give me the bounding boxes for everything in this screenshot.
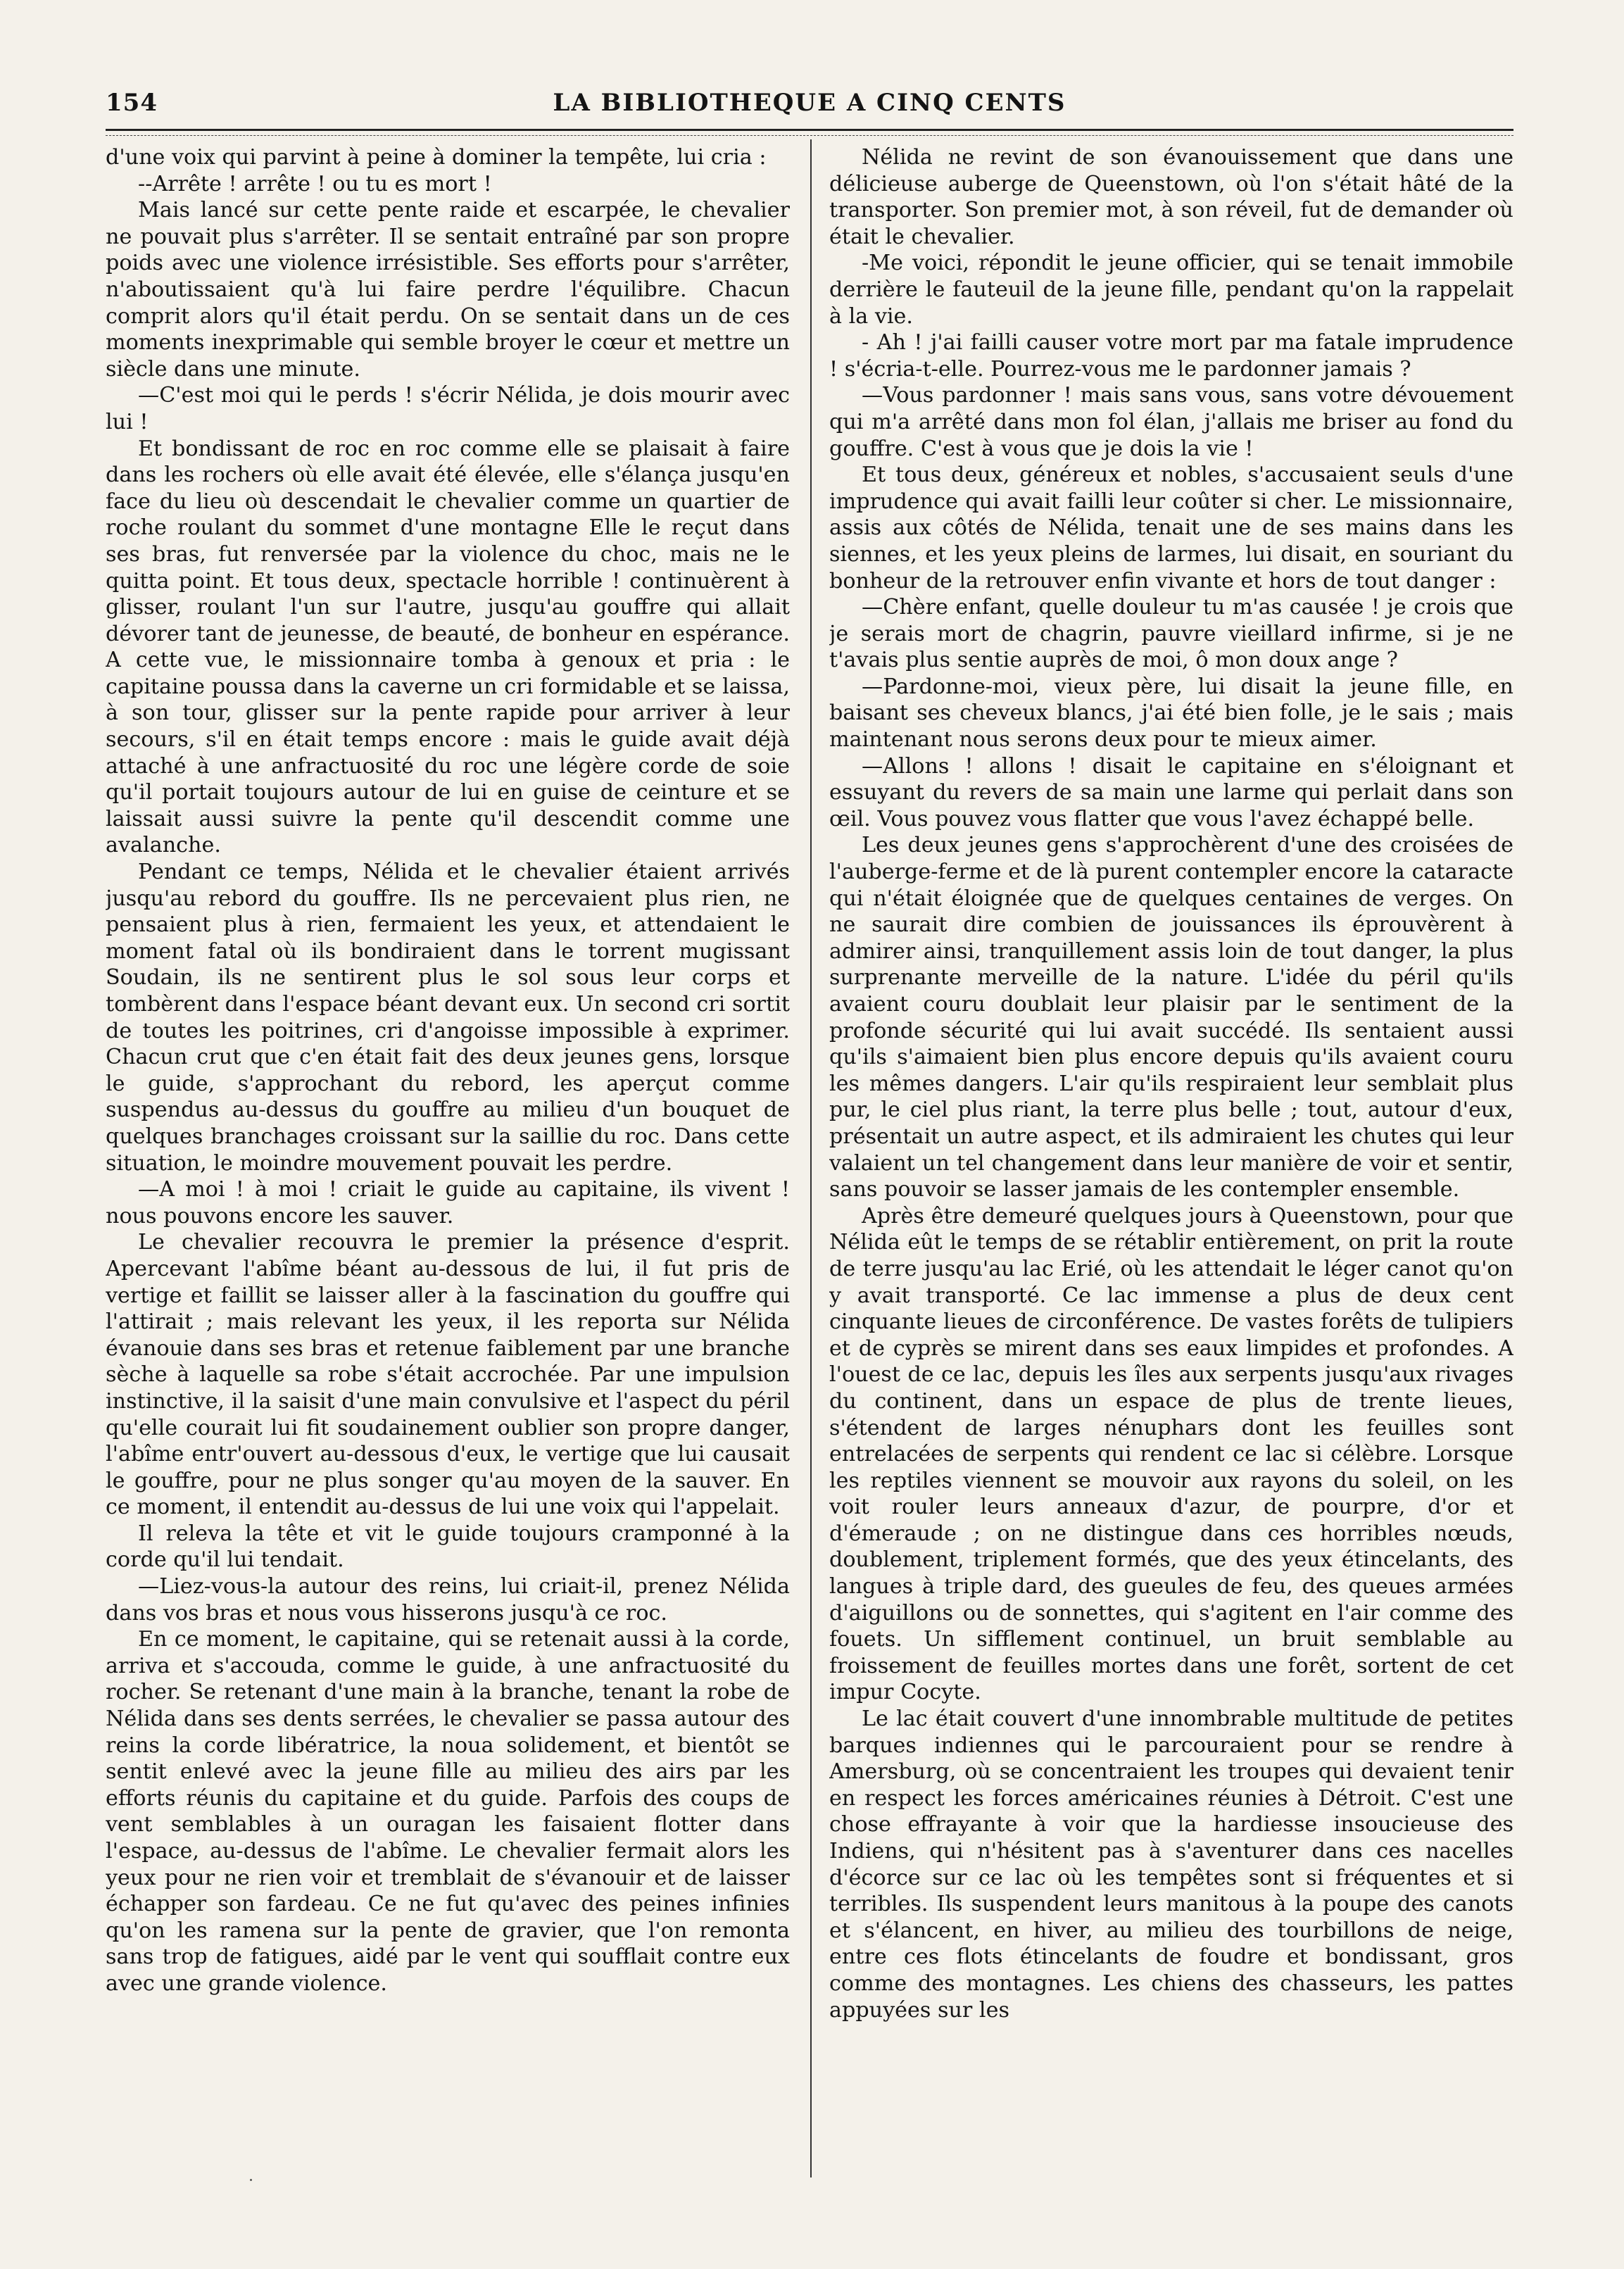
paragraph: —C'est moi qui le perds ! s'écrir Nélida, je dois mourir avec lui ! [106, 383, 790, 434]
page-number: 154 [106, 89, 158, 117]
page-header [106, 83, 1513, 125]
print-speck [250, 2179, 252, 2181]
paragraph: Le lac était couvert d'une innombrable multitude de petites barques indiennes qui le parcouraient pour se rendre à Amersburg, où se concentraient les troupes qui devaient tenir en respect les forces américaines réunies à Détroit. C'est une chose effrayante à voir que la hardiesse insoucieuse des Indiens, qui n'hésitent pas à s'aventurer dans ces nacelles d'écorce sur ce lac où les tempêtes sont si fréquentes et si terribles. Ils suspendent leurs manitous à la poupe des canots et s'élancent, en hiver, au milieu des tourbillons de neige, entre ces flots étincelants de foudre et bondissant, gros comme des montagnes. Les chiens des chasseurs, les pattes appuyées sur les [829, 1707, 1513, 2023]
paragraph: Nélida ne revint de son évanouissement que dans une délicieuse auberge de Queenstown, où l'on s'était hâté de la transporter. Son premier mot, à son réveil, fut de demander où était le chevalier. [829, 145, 1513, 249]
paragraph: Mais lancé sur cette pente raide et escarpée, le chevalier ne pouvait plus s'arrêter. Il se sentait entraîné par son propre poids avec une violence irrésistible. Ses efforts pour s'arrêter, n'aboutissaient qu'à lui faire perdre l'équilibre. Chacun comprit alors qu'il était perdu. On se sentait dans un de ces moments inexprimable qui semble broyer le cœur et mettre un siècle dans une minute. [106, 198, 790, 382]
paragraph: Il releva la tête et vit le guide toujours cramponné à la corde qu'il lui tendait. [106, 1521, 790, 1573]
paragraph: —A moi ! à moi ! criait le guide au capitaine, ils vivent ! nous pouvons encore les sauver. [106, 1177, 790, 1228]
running-title: LA BIBLIOTHEQUE A CINQ CENTS [553, 89, 1066, 117]
paragraph: -Me voici, répondit le jeune officier, qui se tenait immobile derrière le fauteuil de la jeune fille, pendant qu'on la rappelait à la vie. [829, 251, 1513, 329]
paragraph: - Ah ! j'ai failli causer votre mort par ma fatale imprudence ! s'écria-t-elle. Pourrez-vous me le pardonner jamais ? [829, 330, 1513, 382]
paragraph: Le chevalier recouvra le premier la présence d'esprit. Apercevant l'abîme béant au-dessous de lui, il fut pris de vertige et faillit se laisser aller à la fascination du gouffre qui l'attirait ; mais relevant les yeux, il les reporta sur Nélida évanouie dans ses bras et retenue faiblement par une branche sèche à laquelle sa robe s'était accrochée. Par une impulsion instinctive, il la saisit d'une main convulsive et l'aspect du péril qu'elle courait lui fit soudainement oublier son propre danger, l'abîme entr'ouvert au-dessous d'eux, le vertige que lui causait le gouffre, pour ne plus songer qu'au moyen de la sauver. En ce moment, il entendit au-dessus de lui une voix qui l'appelait. [106, 1230, 790, 1520]
paragraph: —Chère enfant, quelle douleur tu m'as causée ! je crois que je serais mort de chagrin, pauvre vieillard infirme, si je ne t'avais plus sentie auprès de moi, ô mon doux ange ? [829, 595, 1513, 673]
column-divider [810, 139, 812, 2177]
paragraph: d'une voix qui parvint à peine à dominer la tempête, lui cria : [106, 145, 767, 170]
paragraph: --Arrête ! arrête ! ou tu es mort ! [138, 171, 492, 196]
paragraph: —Pardonne-moi, vieux père, lui disait la jeune fille, en baisant ses cheveux blancs, j'ai été bien folle, je le sais ; mais maintenant nous serons deux pour te mieux aimer. [829, 674, 1513, 753]
left-column [106, 144, 790, 2116]
paragraph: —Allons ! allons ! disait le capitaine en s'éloignant et essuyant du revers de sa main une larme qui perlait dans son œil. Vous pouvez vous flatter que vous l'avez échappé belle. [829, 753, 1513, 831]
paragraph: En ce moment, le capitaine, qui se retenait aussi à la corde, arriva et s'accouda, comme le guide, à une anfractuosité du rocher. Se retenant d'une main à la branche, tenant la robe de Nélida dans ses dents serrées, le chevalier se passa autour des reins la corde libératrice, la noua solidement, et bientôt se sentit enlevé avec la jeune fille au milieu des airs par les efforts réunis du capitaine et du guide. Parfois des coups de vent semblables à un ouragan les faisaient flotter dans l'espace, au-dessus de l'abîme. Le chevalier fermait alors les yeux pour ne rien voir et tremblait de s'évanouir et de laisser échapper son fardeau. Ce ne fut qu'avec des peines infinies qu'on les ramena sur la pente de gravier, que l'on remonta sans trop de fatigues, aidé par le vent qui soufflait contre eux avec une grande violence. [106, 1627, 790, 1996]
paragraph: Et tous deux, généreux et nobles, s'accusaient seuls d'une imprudence qui avait failli leur coûter si cher. Le missionnaire, assis aux côtés de Nélida, tenait une de ses mains dans les siennes, et les yeux pleins de larmes, lui disait, en souriant du bonheur de la retrouver enfin vivante et hors de tout danger : [829, 463, 1513, 593]
header-rule-dashed [106, 135, 1513, 136]
header-rule [106, 129, 1513, 131]
paragraph: Pendant ce temps, Nélida et le chevalier étaient arrivés jusqu'au rebord du gouffre. Ils ne percevaient plus rien, ne pensaient plus à rien, fermaient les yeux, et attendaient le moment fatal où ils bondiraient dans le torrent mugissant Soudain, ils ne sentirent plus le sol sous leur corps et tombèrent dans l'espace béant devant eux. Un second cri sortit de toutes les poitrines, cri d'angoisse impossible à exprimer. Chacun crut que c'en était fait des deux jeunes gens, lorsque le guide, s'approchant du rebord, les aperçut comme suspendus au-dessus du gouffre au milieu d'un bouquet de quelques branchages croissant sur la saillie du roc. Dans cette situation, le moindre mouvement pouvait les perdre. [106, 860, 790, 1176]
paragraph: Après être demeuré quelques jours à Queenstown, pour que Nélida eût le temps de se rétablir entièrement, on prit la route de terre jusqu'au lac Erié, où les attendait le léger canot qu'on y avait transporté. Ce lac immense a plus de deux cent cinquante lieues de circonférence. De vastes forêts de tulipiers et de cyprès se mirent dans ses eaux limpides et profondes. A l'ouest de ce lac, depuis les îles aux serpents jusqu'aux rivages du continent, dans un espace de plus de trente lieues, s'étendent de larges nénuphars dont les feuilles sont entrelacées de serpents qui rendent ce lac si célèbre. Lorsque les reptiles viennent se mouvoir aux rayons du soleil, on les voit rouler leurs anneaux d'azur, de pourpre, d'or et d'émeraude ; on ne distingue dans ces horribles nœuds, doublement, triplement formés, que des yeux étincelants, des langues à triple dard, des gueules de feu, des queues armées d'aiguillons ou de sonnettes, qui s'agitent en l'air comme des fouets. Un sifflement continuel, un bruit semblable au froissement de feuilles mortes dans une forêt, sortent de cet impur Cocyte. [829, 1203, 1513, 1705]
paragraph: —Vous pardonner ! mais sans vous, sans votre dévouement qui m'a arrêté dans mon fol élan, j'allais me briser au fond du gouffre. C'est à vous que je dois la vie ! [829, 383, 1513, 461]
paragraph: Les deux jeunes gens s'approchèrent d'une des croisées de l'auberge-ferme et de là purent contempler encore la cataracte qui n'était éloignée que de quelques centaines de verges. On ne saurait dire combien de jouissances ils éprouvèrent à admirer ainsi, tranquillement assis loin de tout danger, la plus surprenante merveille de la nature. L'idée du péril qu'ils avaient couru doublait leur plaisir par le sentiment de la profonde sécurité qui lui avait succédé. Ils sentaient aussi qu'ils s'aimaient bien plus encore depuis qu'ils avaient couru les mêmes dangers. L'air qu'ils respiraient leur semblait plus pur, le ciel plus riant, la terre plus belle ; tout, autour d'eux, présentait un autre aspect, et ils admiraient les chutes qui leur valaient un tel changement dans leur manière de voir et sentir, sans pouvoir se lasser jamais de les contempler ensemble. [829, 833, 1513, 1202]
right-column [829, 144, 1513, 2116]
paragraph: —Liez-vous-la autour des reins, lui criait-il, prenez Nélida dans vos bras et nous vous hisserons jusqu'à ce roc. [106, 1574, 790, 1626]
paragraph: Et bondissant de roc en roc comme elle se plaisait à faire dans les rochers où elle avait été élevée, elle s'élança jusqu'en face du lieu où descendait le chevalier comme un quartier de roche roulant du sommet d'une montagne Elle le reçut dans ses bras, fut renversée par la violence du choc, mais ne le quitta point. Et tous deux, spectacle horrible ! continuèrent à glisser, roulant l'un sur l'autre, jusqu'au gouffre qui allait dévorer tant de jeunesse, de beauté, de bonheur en espérance. A cette vue, le missionnaire tomba à genoux et pria : le capitaine poussa dans la caverne un cri formidable et se laissa, à son tour, glisser sur la pente rapide pour arriver à leur secours, s'il en était temps encore : mais le guide avait déjà attaché à une anfractuosité du roc une légère corde de soie qu'il portait toujours autour de lui en guise de ceinture et se laissait aussi suivre la pente qu'il descendit comme une avalanche. [106, 436, 790, 858]
